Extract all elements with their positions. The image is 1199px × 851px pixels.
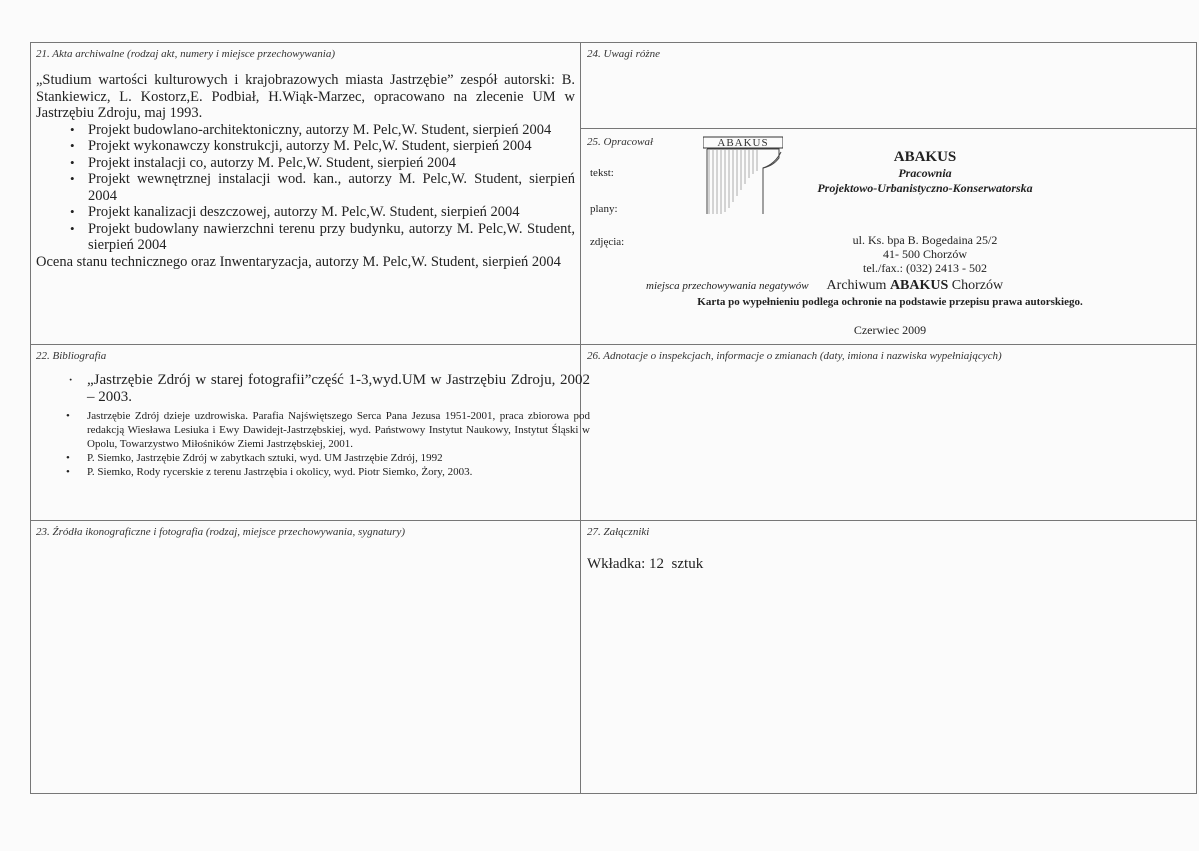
section-27-header: 27. Załączniki (587, 526, 650, 538)
list-item: • Projekt wykonawczy konstrukcji, autorzy M. Pelc,W. Student, sierpień 2004 (36, 138, 575, 155)
section-21-list (36, 122, 575, 254)
list-item: • P. Siemko, Rody rycerskie z terenu Jastrzębia i okolicy, wyd. Piotr Siemko, Żory, 2003. (30, 465, 575, 479)
row-divider-1 (30, 344, 1197, 345)
section-24-header: 24. Uwagi różne (587, 48, 661, 60)
negatives-value-pre: Archiwum (826, 278, 890, 293)
label-zdjecia: zdjęcia: (590, 236, 625, 248)
list-item: • Projekt instalacji co, autorzy M. Pelc,W. Student, sierpień 2004 (36, 155, 575, 172)
address-line-2: 41- 500 Chorzów (883, 247, 967, 261)
section-26-header: 26. Adnotacje o inspekcjach, informacje o zmianach (daty, imiona i nazwiska wypełniających) (587, 350, 1002, 362)
list-item: · „Jastrzębie Zdrój w starej fotografii”część 1-3,wyd.UM w Jastrzębiu Zdroju, 2002 – 2003. (30, 372, 590, 406)
list-item: • Projekt wewnętrznej instalacji wod. kan., autorzy M. Pelc,W. Student, sierpień 2004 (36, 171, 575, 204)
section-22-header: 22. Bibliografia (36, 350, 107, 362)
date: Czerwiec 2009 (853, 323, 927, 337)
company-block (760, 148, 1090, 196)
address-block (800, 233, 1050, 275)
list-item: • Jastrzębie Zdrój dzieje uzdrowiska. Parafia Najświętszego Serca Pana Jezusa 1951-2001, praca zbiorowa pod redakcją Wiesława Lesiuka i Ewy Dawidejt-Jastrzębskiej, wyd. Państwowy Instytut Naukowy, Instytut Śląski w Opolu, Towarzystwo Miłośników Ziemi Jastrzębskiej, 2001. (30, 409, 590, 451)
address-line-3: tel./fax.: (032) 2413 - 502 (863, 261, 987, 275)
negatives-label: miejsca przechowywania negatywów (646, 280, 809, 292)
company-sub2: Projektowo-Urbanistyczno-Konserwatorska (817, 181, 1033, 195)
section-22-list (30, 372, 590, 479)
list-item: • P. Siemko, Jastrzębie Zdrój w zabytkach sztuki, wyd. UM Jastrzębie Zdrój, 1992 (30, 451, 575, 465)
row-divider-right (580, 128, 1197, 129)
copyright-note: Karta po wypełnieniu podlega ochronie na podstawie przepisu prawa autorskiego. (697, 296, 1083, 308)
list-item: • Projekt budowlano-architektoniczny, autorzy M. Pelc,W. Student, sierpień 2004 (36, 122, 575, 139)
svg-text:ABAKUS: ABAKUS (717, 137, 769, 149)
list-item: • Projekt budowlany nawierzchni terenu przy budynku, autorzy M. Pelc,W. Student, sierpień 2004 (36, 221, 575, 254)
section-21-header: 21. Akta archiwalne (rodzaj akt, numery i miejsce przechowywania) (36, 48, 335, 60)
label-tekst: tekst: (590, 167, 614, 179)
negatives-line (646, 276, 1003, 294)
negatives-value-post: Chorzów (948, 278, 1004, 293)
company-name: ABAKUS (893, 149, 957, 165)
address-line-1: ul. Ks. bpa B. Bogedaina 25/2 (852, 233, 998, 247)
negatives-value-bold: ABAKUS (889, 278, 949, 293)
attachments-value: Wkładka: 12 sztuk (587, 556, 704, 572)
section-21-content (36, 72, 575, 270)
row-divider-2 (30, 520, 1197, 521)
section-25-header: 25. Opracował (587, 136, 653, 148)
list-item: • Projekt kanalizacji deszczowej, autorzy M. Pelc,W. Student, sierpień 2004 (36, 204, 575, 221)
section-21-intro: „Studium wartości kulturowych i krajobrazowych miasta Jastrzębie” zespół autorski: B. Stankiewicz, L. Kostorz,E. Podbiał, H.Wiąk-Marzec, opracowano na zlecenie UM w Jastrzębiu Zdroju, maj 1993. (36, 72, 575, 121)
section-23-header: 23. Źródła ikonograficzne i fotografia (rodzaj, miejsce przechowywania, sygnatury) (36, 526, 405, 538)
label-plany: plany: (590, 203, 618, 215)
section-21-outro: Ocena stanu technicznego oraz Inwentaryzacja, autorzy M. Pelc,W. Student, sierpień 2004 (36, 253, 561, 270)
company-sub1: Pracownia (898, 166, 952, 180)
